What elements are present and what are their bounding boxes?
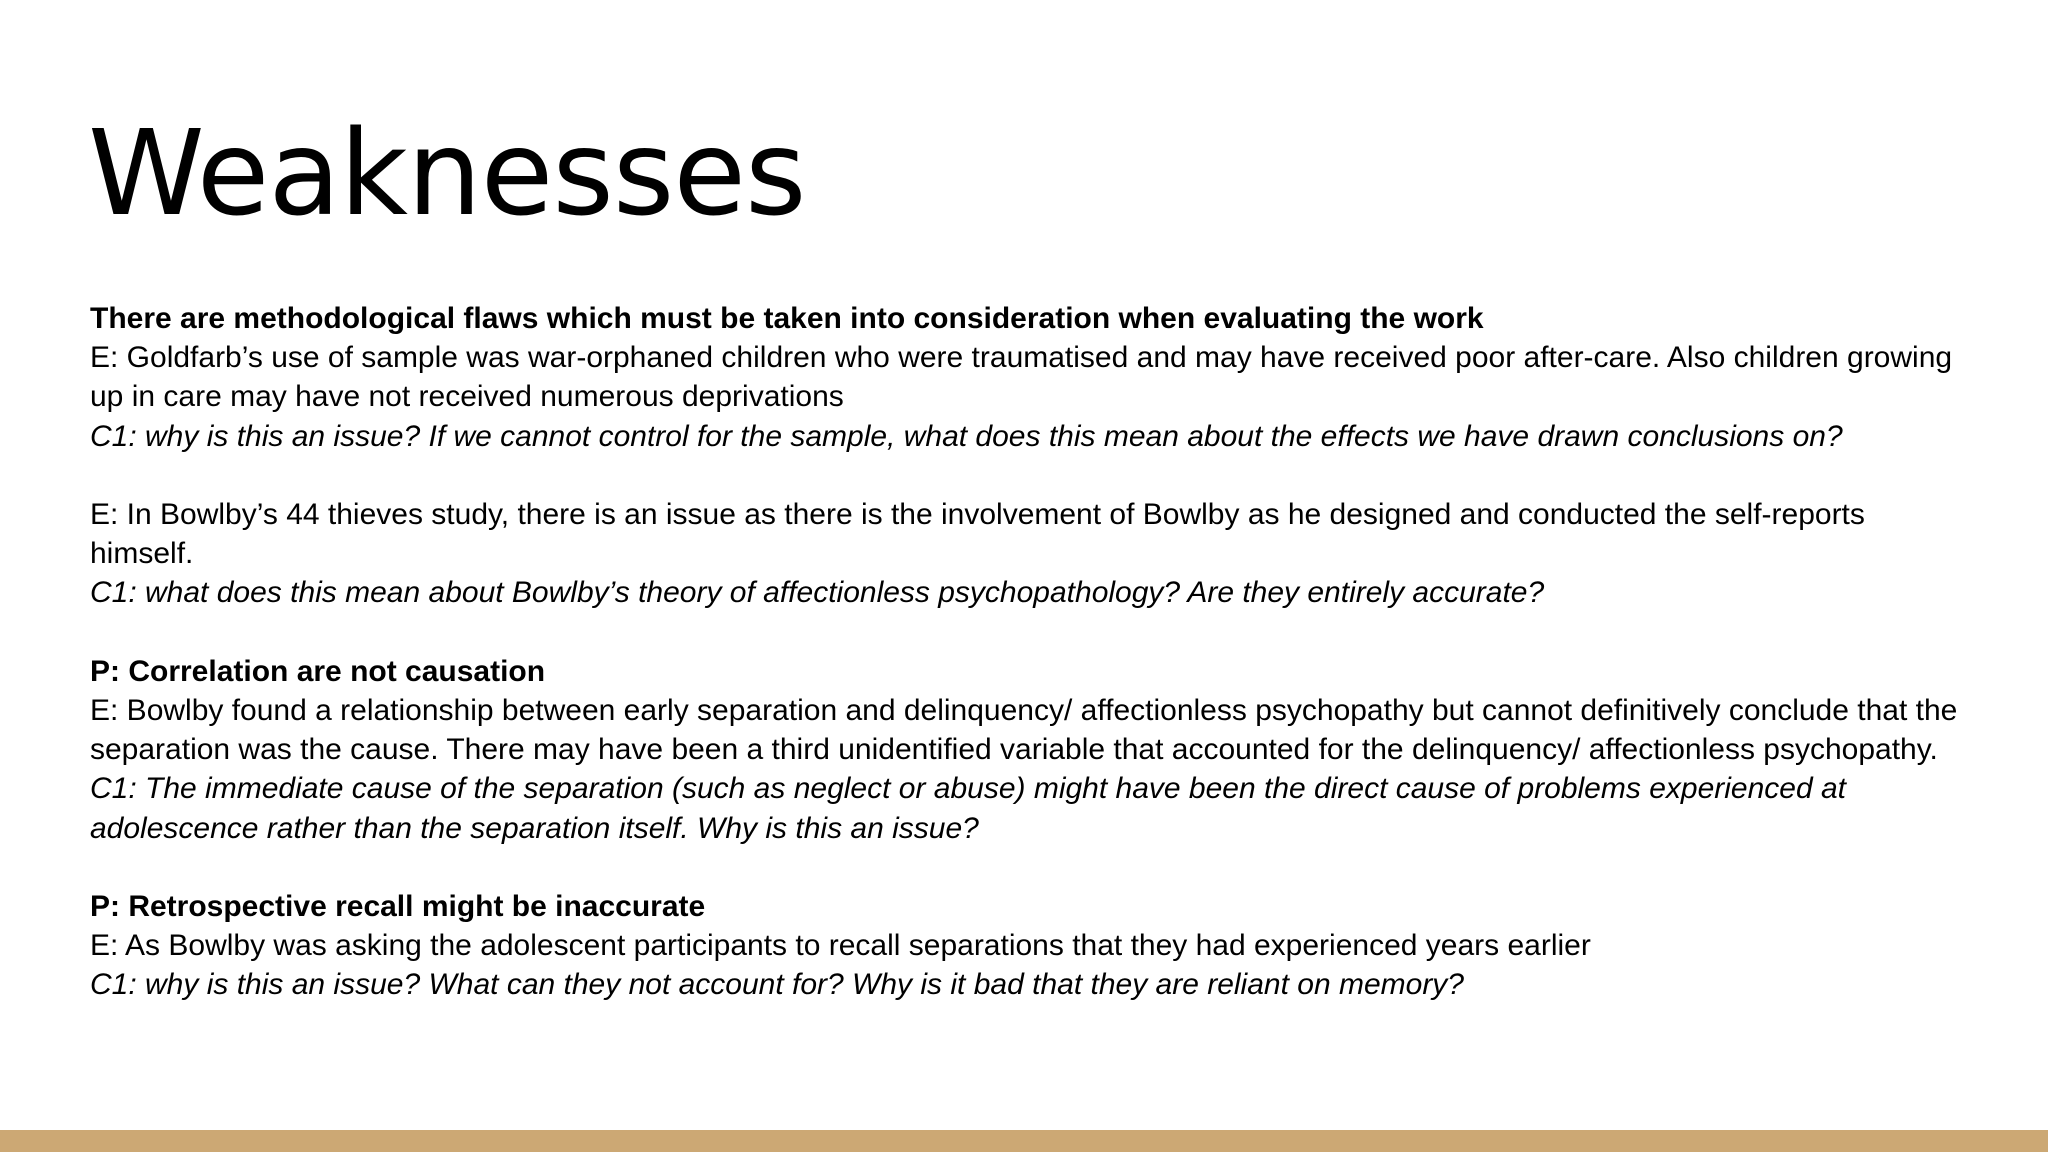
evidence-text: E: In Bowlby’s 44 thieves study, there is an issue as there is the involvement of Bowlby as he designed and conducted the self-reports himself. [90, 498, 1865, 571]
section-heading: P: Retrospective recall might be inaccurate [90, 890, 706, 923]
section-heading: P: Correlation are not causation [90, 654, 546, 688]
spacer [90, 848, 1970, 887]
spacer [90, 456, 1970, 495]
evidence-text: E: As Bowlby was asking the adolescent participants to recall separations that they had experienced years earlier [90, 929, 1591, 963]
evidence-text: E: Bowlby found a relationship between early separation and delinquency/ affectionless psychopathy but cannot definitively conclude that the separation was the cause. There may have been a third unidentified variable that accounted for the delinquency/ affectionless psychopathy. [90, 694, 1958, 767]
footer-accent-bar [0, 1130, 2048, 1152]
comment-text: C1: The immediate cause of the separation (such as neglect or abuse) might have been the direct cause of problems experienced at adolescence rather than the separation itself. Why is this an issue? [90, 772, 1846, 845]
slide-title: Weaknesses [88, 104, 806, 242]
slide-body [90, 299, 1970, 1005]
comment-text: C1: why is this an issue? What can they not account for? Why is it bad that they are reliant on memory? [90, 968, 1464, 1002]
comment-text: C1: what does this mean about Bowlby’s theory of affectionless psychopathology? Are they entirely accurate? [90, 576, 1545, 610]
evidence-text: E: Goldfarb’s use of sample was war-orphaned children who were traumatised and may have received poor after-care. Also children growing up in care may have not received numerous deprivations [90, 341, 1953, 414]
section-heading: There are methodological flaws which must be taken into consideration when evaluating the work [90, 302, 1484, 335]
spacer [90, 613, 1970, 652]
comment-text: C1: why is this an issue? If we cannot control for the sample, what does this mean about the effects we have drawn conclusions on? [90, 419, 1843, 453]
